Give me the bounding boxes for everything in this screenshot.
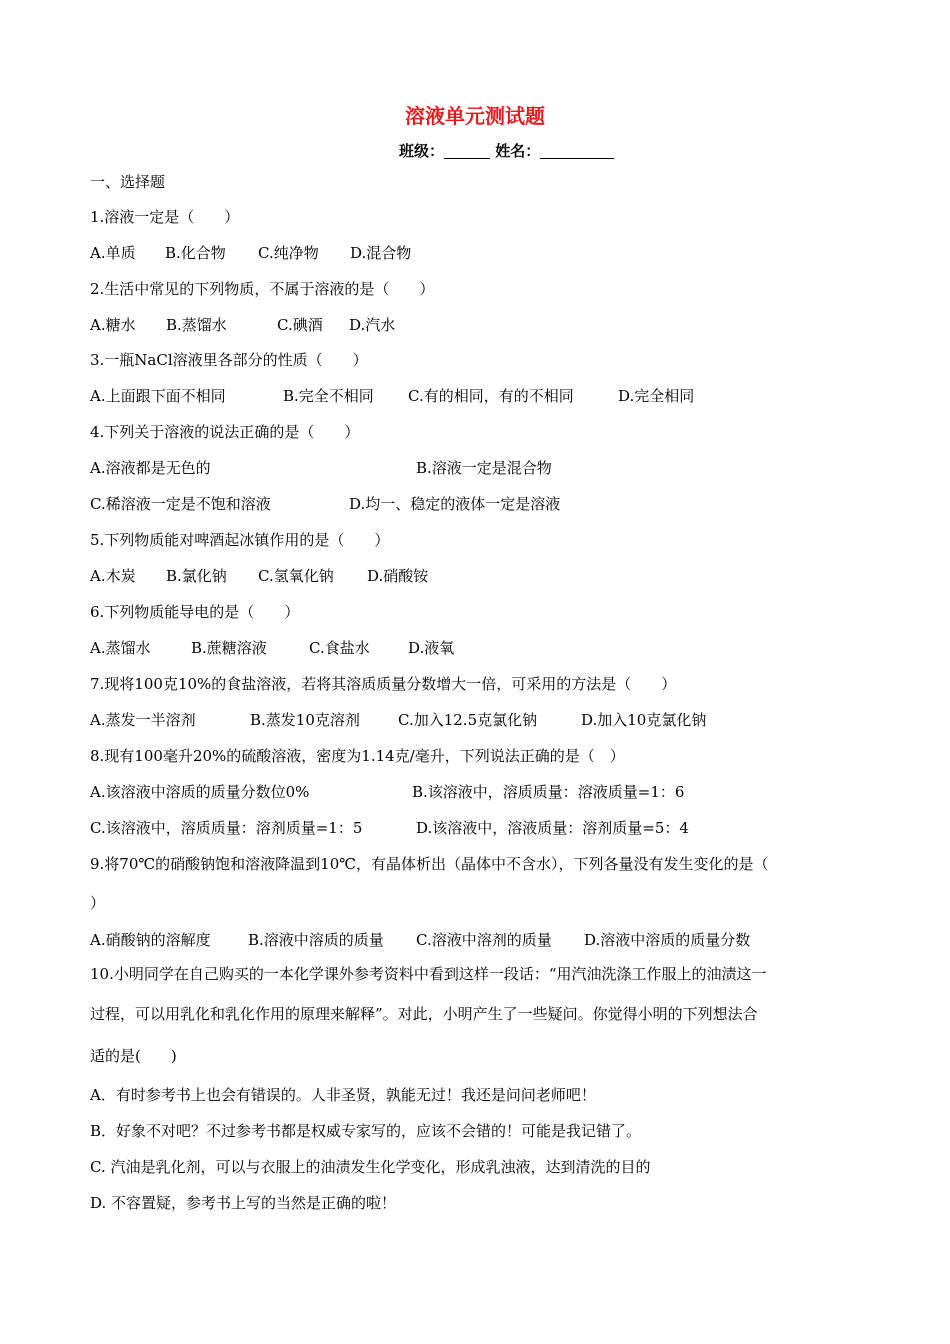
q3-stem: 3.一瓶NaCl溶液里各部分的性质（ ） — [90, 351, 368, 369]
q8-option-c: C.该溶液中，溶质质量：溶剂质量=1：5 — [90, 819, 363, 837]
q4-option-c: C.稀溶液一定是不饱和溶液 — [90, 495, 271, 513]
q7-option-d: D.加入10克氯化钠 — [581, 711, 707, 729]
q8-option-b: B.该溶液中，溶质质量：溶液质量=1：6 — [412, 783, 685, 801]
q3-option-d: D.完全相同 — [618, 387, 695, 405]
q3-option-c: C.有的相同，有的不相同 — [408, 387, 574, 405]
q5-option-d: D.硝酸铵 — [367, 567, 429, 585]
q9-stem-end: ） — [90, 894, 106, 912]
q2-option-b: B.蒸馏水 — [166, 316, 227, 334]
q7-stem: 7.现将100克10%的食盐溶液，若将其溶质质量分数增大一倍，可采用的方法是（ ） — [90, 675, 677, 693]
q6-option-b: B.蔗糖溶液 — [191, 639, 267, 657]
q10-stem-line2: 过程，可以用乳化和乳化作用的原理来解释”。对此，小明产生了一些疑问。你觉得小明的下列想法合 — [90, 1005, 758, 1023]
q1-option-c: C.纯净物 — [258, 244, 319, 262]
q2-option-c: C.碘酒 — [277, 316, 323, 334]
q10-stem-line3: 适的是( ) — [90, 1047, 177, 1065]
page-title: 溶液单元测试题 — [405, 104, 545, 128]
q6-stem: 6.下列物质能导电的是（ ） — [90, 603, 300, 621]
q4-option-a: A.溶液都是无色的 — [90, 459, 211, 477]
class-label: 班级： — [399, 142, 445, 160]
q4-stem: 4.下列关于溶液的说法正确的是（ ） — [90, 423, 360, 441]
q1-stem: 1.溶液一定是（ ） — [90, 208, 240, 226]
q8-stem: 8.现有100毫升20%的硫酸溶液，密度为1.14克/毫升，下列说法正确的是（ ） — [90, 747, 625, 765]
name-label: 姓名： — [495, 142, 541, 160]
q6-option-d: D.液氧 — [408, 639, 455, 657]
q10-option-c: C. 汽油是乳化剂，可以与衣服上的油渍发生化学变化，形成乳浊液，达到清洗的目的 — [90, 1158, 651, 1176]
class-blank[interactable] — [444, 144, 490, 159]
q2-option-a: A.糖水 — [90, 316, 136, 334]
q9-stem: 9.将70℃的硝酸钠饱和溶液降温到10℃，有晶体析出（晶体中不含水），下列各量没有发生变化的是（ — [90, 855, 769, 873]
q7-option-a: A.蒸发一半溶剂 — [90, 711, 196, 729]
q10-stem-line1: 10.小明同学在自己购买的一本化学课外参考资料中看到这样一段话：“用汽油洗涤工作服上的油渍这一 — [90, 965, 767, 983]
q5-option-a: A.木炭 — [90, 567, 136, 585]
q8-option-a: A.该溶液中溶质的质量分数位0% — [90, 783, 310, 801]
q8-option-d: D.该溶液中，溶液质量：溶剂质量=5：4 — [416, 819, 689, 837]
q5-option-c: C.氢氧化钠 — [258, 567, 334, 585]
q5-option-b: B.氯化钠 — [166, 567, 227, 585]
q1-option-a: A.单质 — [90, 244, 136, 262]
q3-option-a: A.上面跟下面不相同 — [90, 387, 226, 405]
q1-option-b: B.化合物 — [165, 244, 226, 262]
q3-option-b: B.完全不相同 — [283, 387, 374, 405]
q9-option-a: A.硝酸钠的溶解度 — [90, 931, 211, 949]
q6-option-a: A.蒸馏水 — [90, 639, 151, 657]
q6-option-c: C.食盐水 — [309, 639, 370, 657]
q9-option-c: C.溶液中溶剂的质量 — [416, 931, 552, 949]
section-heading: 一、选择题 — [90, 173, 166, 191]
q9-option-b: B.溶液中溶质的质量 — [248, 931, 384, 949]
student-info-line — [399, 140, 614, 161]
name-blank[interactable] — [540, 144, 614, 159]
q9-option-d: D.溶液中溶质的质量分数 — [584, 931, 751, 949]
q10-option-b: B．好象不对吧？不过参考书都是权威专家写的，应该不会错的！可能是我记错了。 — [90, 1122, 642, 1140]
q1-option-d: D.混合物 — [350, 244, 412, 262]
q10-option-d: D. 不容置疑，参考书上写的当然是正确的啦！ — [90, 1194, 397, 1212]
q7-option-c: C.加入12.5克氯化钠 — [398, 711, 538, 729]
q4-option-d: D.均一、稳定的液体一定是溶液 — [349, 495, 561, 513]
q5-stem: 5.下列物质能对啤酒起冰镇作用的是（ ） — [90, 531, 390, 549]
q7-option-b: B.蒸发10克溶剂 — [250, 711, 360, 729]
q2-stem: 2.生活中常见的下列物质，不属于溶液的是（ ） — [90, 280, 435, 298]
q4-option-b: B.溶液一定是混合物 — [416, 459, 552, 477]
q2-option-d: D.汽水 — [349, 316, 396, 334]
q10-option-a: A．有时参考书上也会有错误的。人非圣贤，孰能无过！我还是问问老师吧！ — [90, 1086, 596, 1104]
